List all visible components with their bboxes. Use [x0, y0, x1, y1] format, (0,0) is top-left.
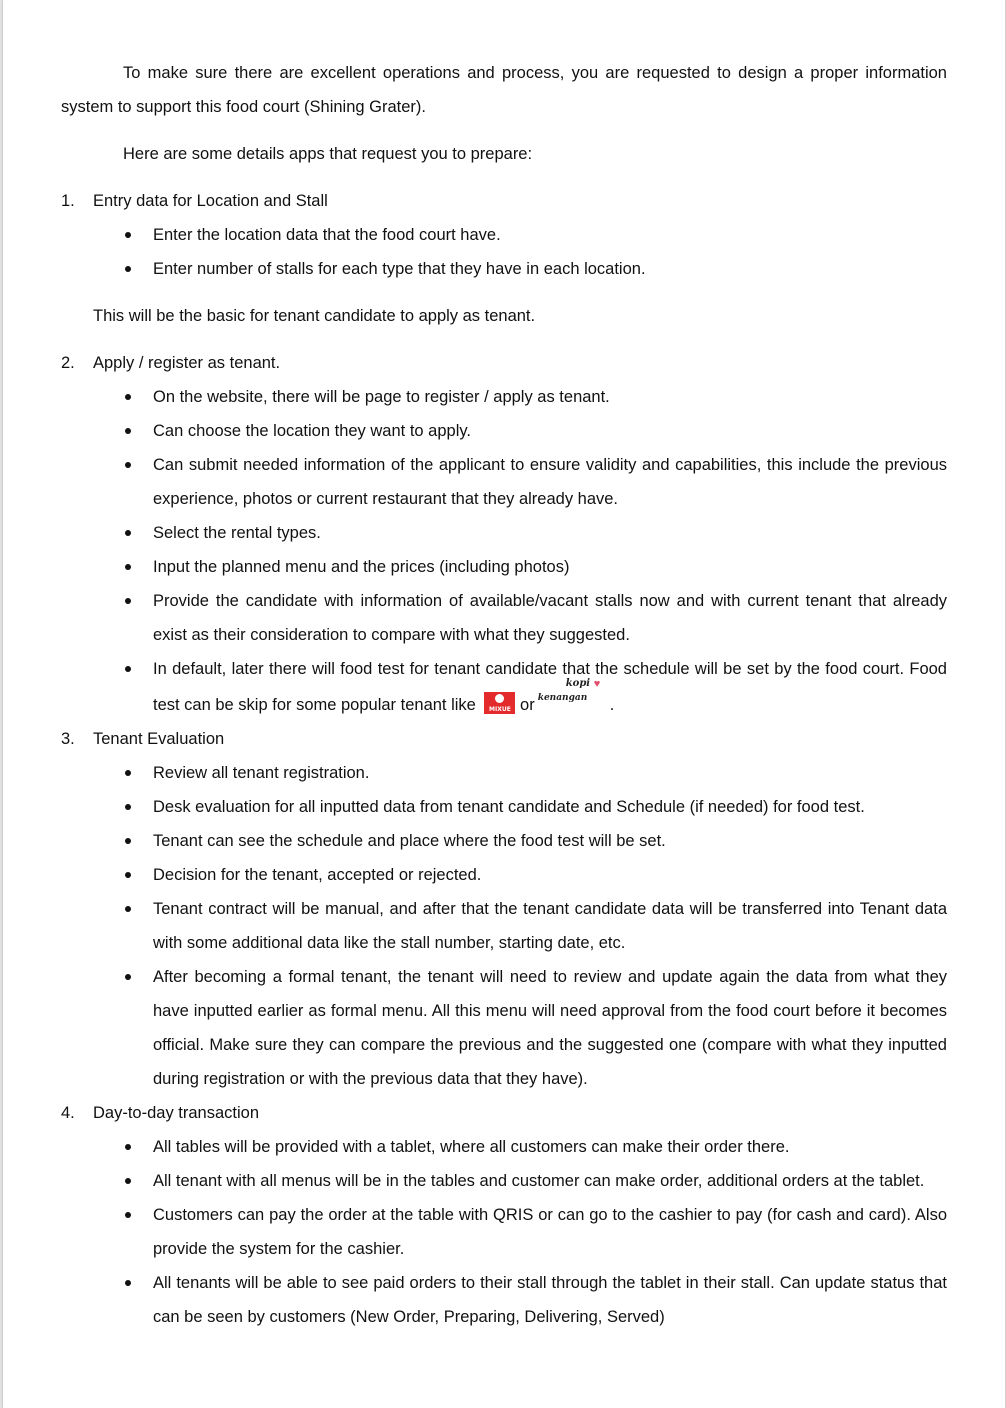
list-item: Tenant contract will be manual, and after that the tenant candidate data will be transferred into Tenant data with some additional data like the stall number, starting date, etc. [153, 892, 947, 960]
section-number: 1. [61, 192, 75, 210]
section-title: Day-to-day transaction [93, 1104, 259, 1122]
section-1-list [61, 218, 947, 286]
list-item: All tenant with all menus will be in the tables and customer can make order, additional orders at the tablet. [153, 1164, 947, 1198]
list-item: All tenants will be able to see paid orders to their stall through the tablet in their stall. Can update status that can be seen by customers (New Order, Preparing, Delivering, Served) [153, 1266, 947, 1334]
list-item: Review all tenant registration. [153, 756, 947, 790]
intro-request: Here are some details apps that request you to prepare: [123, 145, 533, 163]
section-title: Entry data for Location and Stall [93, 192, 328, 210]
section-2-list [61, 380, 947, 722]
list-item: Select the rental types. [153, 516, 947, 550]
list-item-food-test [153, 652, 947, 722]
list-item: Decision for the tenant, accepted or rejected. [153, 858, 947, 892]
list-item: All tables will be provided with a tablet, where all customers can make their order there. [153, 1130, 947, 1164]
intro-paragraph: To make sure there are excellent operations and process, you are requested to design a proper information system to support this food court (Shining Grater). [61, 64, 947, 116]
list-item: Desk evaluation for all inputted data from tenant candidate and Schedule (if needed) for food test. [153, 790, 947, 824]
list-item: On the website, there will be page to register / apply as tenant. [153, 380, 947, 414]
section-title: Tenant Evaluation [93, 730, 225, 748]
section-4-heading [61, 1096, 947, 1130]
section-1-note: This will be the basic for tenant candidate to apply as tenant. [93, 307, 536, 325]
kopi-logo-text: kopi [565, 678, 591, 689]
mixue-snowman-icon [495, 694, 504, 703]
list-item: Customers can pay the order at the table with QRIS or can go to the cashier to pay (for cash and card). Also provide the system for the cashier. [153, 1198, 947, 1266]
section-number: 4. [61, 1104, 75, 1122]
sentence-end: . [609, 696, 615, 714]
list-item: Enter number of stalls for each type that they have in each location. [153, 252, 947, 286]
list-item: Can choose the location they want to apply. [153, 414, 947, 448]
section-number: 2. [61, 354, 75, 372]
list-item: Provide the candidate with information of available/vacant stalls now and with current tenant that already exist as their consideration to compare with what they suggested. [153, 584, 947, 652]
heart-icon: ♥ [593, 678, 601, 690]
list-item: Input the planned menu and the prices (including photos) [153, 550, 947, 584]
food-test-text: In default, later there will food test for tenant candidate that the schedule will be set by the food court. Food test can be skip for some popular tenant like [153, 660, 947, 714]
mixue-logo-text: MIXUE [489, 706, 511, 713]
list-item: Enter the location data that the food court have. [153, 218, 947, 252]
kopi-kenangan-logo-icon [537, 678, 610, 712]
list-item: Can submit needed information of the applicant to ensure validity and capabilities, this include the previous experience, photos or current restaurant that they already have. [153, 448, 947, 516]
section-2-heading [61, 346, 947, 380]
section-3-list [61, 756, 947, 1096]
section-title: Apply / register as tenant. [93, 354, 281, 372]
logo-connector: or [520, 696, 535, 714]
section-1-heading [61, 184, 947, 218]
section-3-heading [61, 722, 947, 756]
section-4-list [61, 1130, 947, 1334]
section-number: 3. [61, 730, 75, 748]
mixue-logo-icon [484, 692, 515, 714]
kenangan-logo-text: kenangan [537, 693, 588, 703]
list-item: After becoming a formal tenant, the tenant will need to review and update again the data from what they have inputted earlier as formal menu. All this menu will need approval from the food court before it becomes official. Make sure they can compare the previous and the suggested one (compare with what they inputted during registration or with the previous data that they have). [153, 960, 947, 1096]
document-content [61, 56, 947, 1334]
document-page [2, 0, 1006, 1408]
list-item: Tenant can see the schedule and place where the food test will be set. [153, 824, 947, 858]
